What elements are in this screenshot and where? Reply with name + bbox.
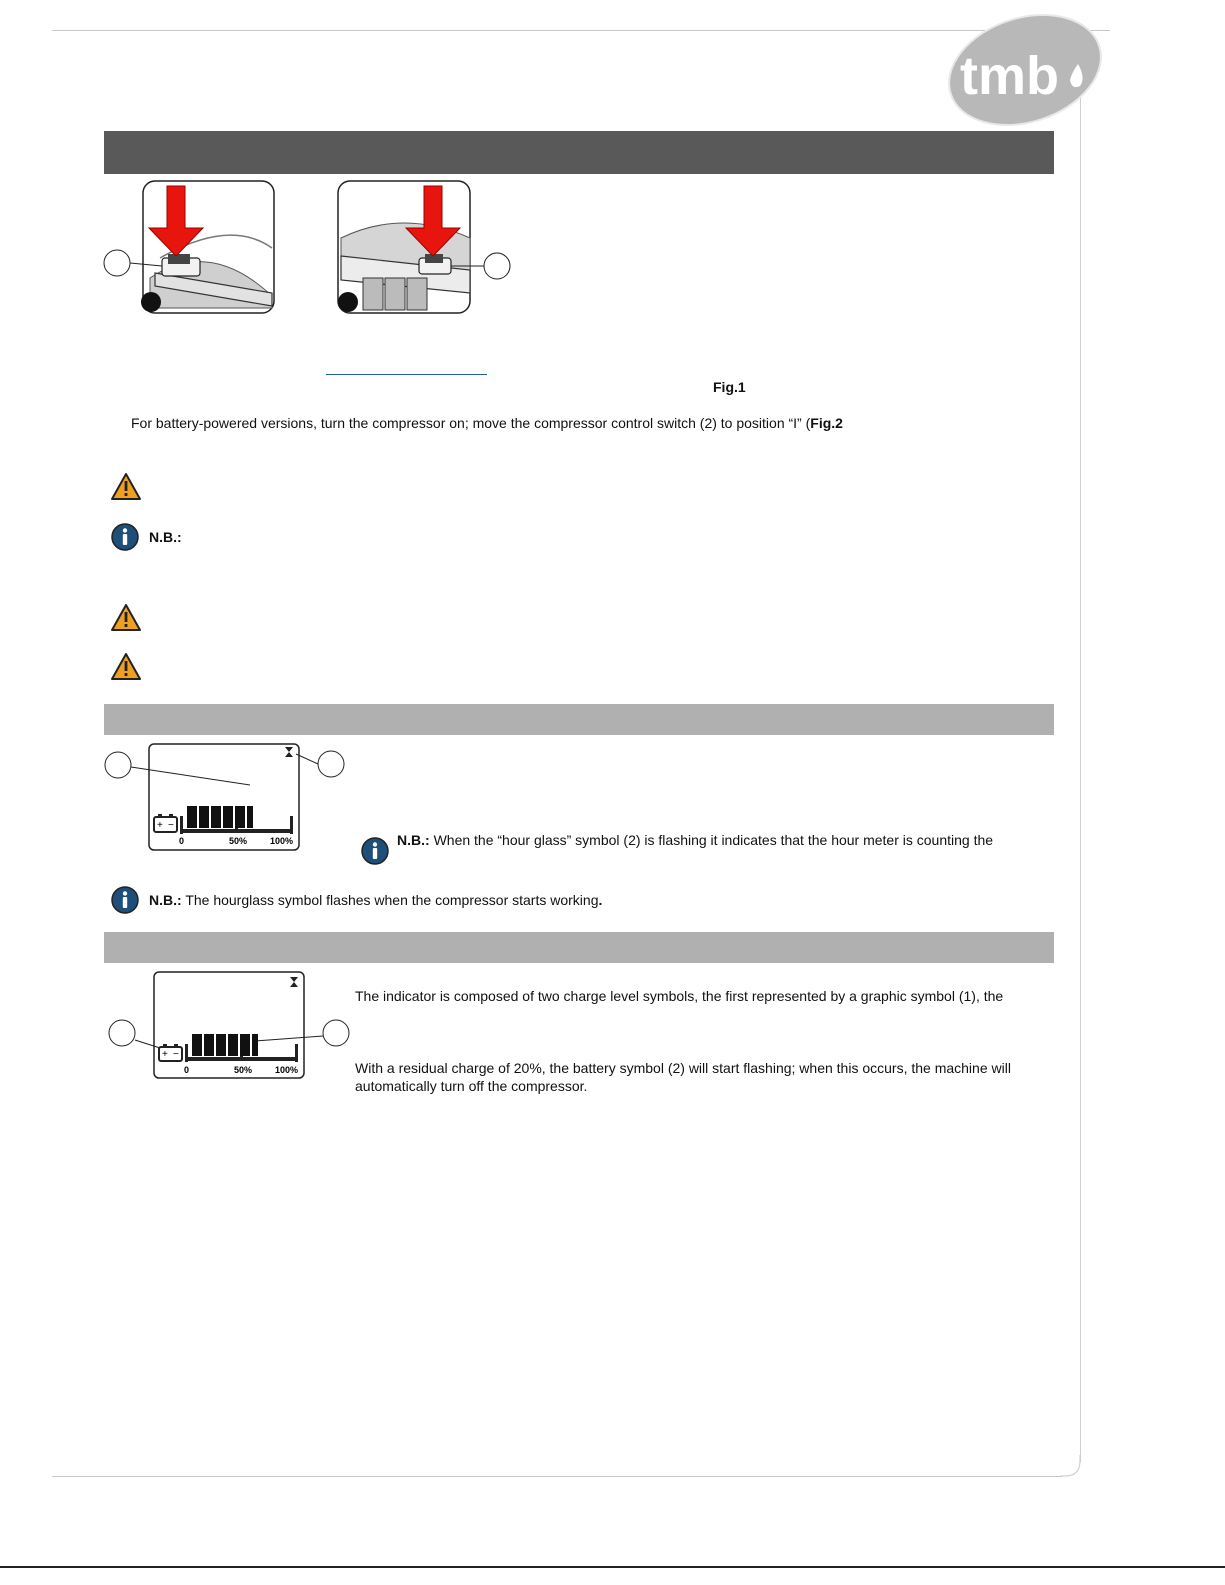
right-rule (1080, 60, 1081, 1462)
nb-label: N.B.: (149, 529, 182, 545)
scale-100: 100% (275, 1065, 299, 1075)
display-hour-meter-figure (100, 740, 350, 855)
compressor-instruction (131, 414, 843, 432)
info-icon (110, 885, 140, 915)
scale-100: 100% (270, 836, 294, 846)
scale-50: 50% (234, 1065, 253, 1075)
info-icon (360, 836, 390, 866)
info-icon (110, 522, 140, 552)
nb-label: N.B.: (397, 832, 430, 848)
warning-icon (110, 603, 142, 633)
scale-50: 50% (229, 836, 248, 846)
tmb-logo (940, 8, 1110, 130)
hourglass-flash-note: N.B.: The hourglass symbol flashes when the compressor starts working. (149, 892, 603, 908)
hourglass-note (397, 831, 993, 849)
logo-text: tmb (960, 46, 1059, 106)
hyperlink-underline[interactable] (326, 374, 487, 375)
page-bottom-edge (0, 1566, 1225, 1568)
nb-label: N.B.: (149, 892, 182, 908)
warning-icon (110, 652, 142, 682)
compressor-switch-figure-left (100, 178, 280, 318)
warning-icon (110, 472, 142, 502)
residual-charge-line-2: automatically turn off the compressor. (355, 1078, 588, 1094)
svg-text:−: − (168, 820, 174, 831)
bottom-rule (52, 1476, 1062, 1477)
bottom-right-corner (1060, 1455, 1082, 1477)
svg-text:+: + (157, 820, 163, 831)
compressor-switch-figure-right (333, 178, 515, 318)
section-header-hour-meter (104, 704, 1054, 735)
compressor-instruction-text: For battery-powered versions, turn the compressor on; move the compressor control switch (2) to position “I” ( (131, 415, 811, 431)
svg-text:−: − (173, 1049, 179, 1060)
fig1-caption: Fig.1 (713, 379, 746, 395)
section-header-dark (104, 131, 1054, 174)
indicator-description: The indicator is composed of two charge level symbols, the first represented by a graphic symbol (1), the (355, 988, 1004, 1004)
hourglass-flash-note-text: The hourglass symbol flashes when the compressor starts working (185, 892, 599, 908)
compressor-instruction-fig: Fig.2 (810, 415, 843, 431)
scale-0: 0 (184, 1065, 190, 1075)
section-header-battery-indicator (104, 932, 1054, 963)
hourglass-note-text: When the “hour glass” symbol (2) is flashing it indicates that the hour meter is counting the (433, 832, 994, 848)
residual-charge-line-1: With a residual charge of 20%, the battery symbol (2) will start flashing; when this occurs, the machine will (355, 1060, 1011, 1076)
svg-text:+: + (162, 1049, 168, 1060)
scale-0: 0 (179, 836, 185, 846)
display-battery-indicator-figure (105, 968, 355, 1083)
